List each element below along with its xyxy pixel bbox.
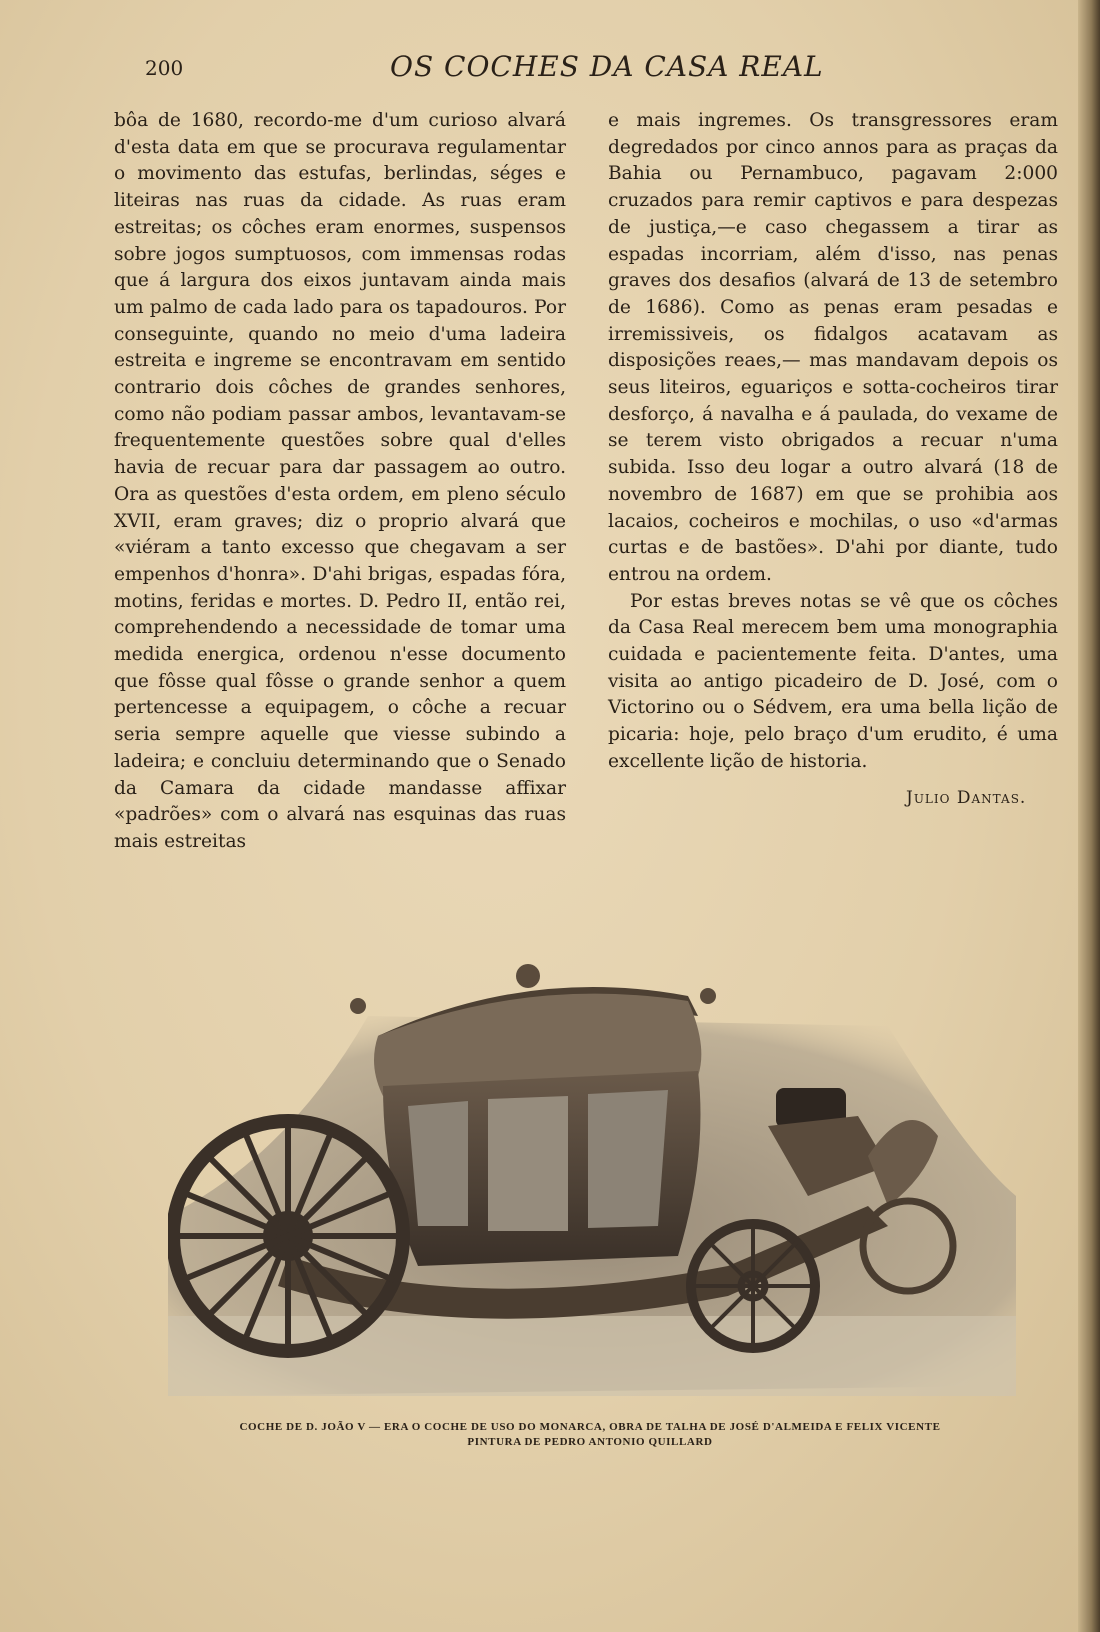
- page-header: [145, 50, 1065, 90]
- caption-line-2: PINTURA DE PEDRO ANTONIO QUILLARD: [467, 1436, 713, 1448]
- page-edge-shadow: [1078, 0, 1100, 1632]
- author-signature: Julio Dantas.: [906, 788, 1027, 808]
- right-paragraph-2: Por estas breves notas se vê que os côches da Casa Real merecem bem uma monographia cuidada e pacientemente feita. D'antes, uma visita ao antigo picadeiro de D. José, com o Victorino ou o Sédvem, era uma bella lição de picaria: hoje, pelo braço d'um erudito, é uma excellente lição de historia.: [608, 590, 1058, 772]
- right-column: [608, 108, 1058, 776]
- caption-line-1: COCHE DE D. JOÃO V — ERA O COCHE DE USO DO MONARCA, OBRA DE TALHA DE JOSÉ D'ALMEIDA E FELIX VICENTE: [239, 1421, 941, 1433]
- left-column-text: bôa de 1680, recordo-me d'um curioso alvará d'esta data em que se procurava regulamentar o movimento das estufas, berlindas, séges e liteiras nas ruas da cidade. As ruas eram estreitas; os côches eram enormes, suspensos sobre jogos sumptuosos, com immensas rodas que á largura dos eixos juntavam ainda mais um palmo de cada lado para os tapadouros. Por conseguinte, quando no meio d'uma ladeira estreita e ingreme se encontravam em sentido contrario dois côches de grandes senhores, como não podiam passar ambos, levantavam-se frequentemente questões sobre qual d'elles havia de recuar para dar passagem ao outro. Ora as questões d'esta ordem, em pleno século XVII, eram graves; diz o proprio alvará que «viéram a tanto excesso que chegavam a ser empenhos d'honra». D'ahi brigas, espadas fóra, motins, feridas e mortes. D. Pedro II, então rei, comprehendendo a necessidade de tomar uma medida energica, ordenou n'esse documento que fôsse qual fôsse o grande senhor a quem pertencesse a equipagem, o côche a recuar seria sempre aquelle que viesse subindo a ladeira; e concluiu determinando que o Senado da Camara da cidade mandasse affixar «padrões» com o alvará nas esquinas das ruas mais estreitas: [114, 110, 566, 852]
- left-column: [114, 108, 566, 856]
- running-title: OS COCHES DA CASA REAL: [390, 50, 824, 83]
- coach-illustration: [168, 956, 1016, 1414]
- right-paragraph-1: e mais ingremes. Os transgressores eram degredados por cinco annos para as praças da Bahia ou Pernambuco, pagavam 2:000 cruzados para remir captivos e para despezas de justiça,—e caso chegassem a tirar as espadas incorriam, além d'isso, nas penas graves dos desafios (alvará de 13 de setembro de 1686). Como as penas eram pesadas e irremissiveis, os fidalgos acatavam as disposições reaes,— mas mandavam depois os seus liteiros, eguariços e sotta-cocheiros tirar desforço, á navalha e á paulada, do vexame de se terem visto obrigados a recuar n'uma subida. Isso deu logar a outro alvará (18 de novembro de 1687) em que se prohibia aos lacaios, cocheiros e mochilas, o uso «d'armas curtas e de bastões». D'ahi por diante, tudo entrou na ordem.: [608, 110, 1058, 585]
- figure-caption: [150, 1420, 1030, 1450]
- page-number: 200: [145, 56, 184, 80]
